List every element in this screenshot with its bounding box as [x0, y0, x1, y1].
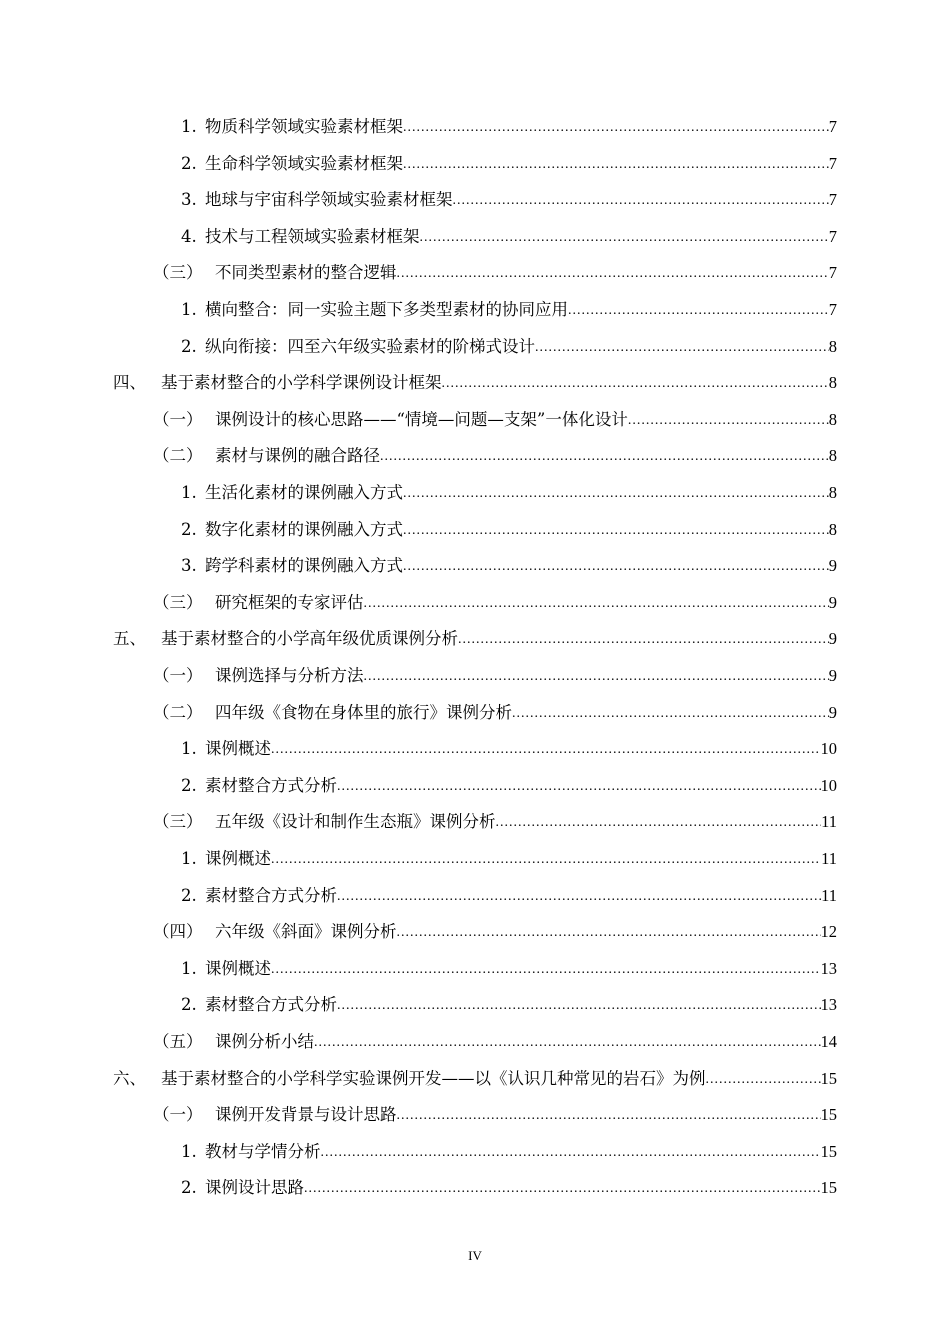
toc-entry-page: 11 — [821, 849, 837, 868]
toc-leader-dots — [403, 522, 829, 541]
toc-entry-page: 15 — [820, 1178, 837, 1198]
toc-leader-dots — [337, 778, 821, 797]
toc-entry-page: 10 — [820, 775, 837, 795]
toc-leader-dots — [420, 229, 829, 248]
toc-entry-title: 课例概述 — [205, 739, 271, 759]
toc-leader-dots — [380, 448, 829, 467]
toc-entry-title: 素材整合方式分析 — [205, 885, 337, 905]
toc-leader-dots — [271, 961, 821, 980]
toc-entry-number: （一） — [153, 1105, 203, 1125]
toc-entry[interactable] — [153, 700, 837, 724]
toc-entry-page: 8 — [828, 446, 837, 466]
toc-entry-title: 课例概述 — [205, 958, 271, 978]
toc-leader-dots — [314, 1034, 821, 1053]
toc-entry-page: 7 — [828, 153, 837, 173]
toc-leader-dots — [403, 119, 829, 138]
toc-entry-page: 13 — [820, 995, 837, 1015]
toc-entry-title: 数字化素材的课例融入方式 — [205, 519, 403, 539]
toc-entry-page: 7 — [828, 117, 837, 136]
toc-entry-page: 8 — [828, 409, 837, 429]
toc-leader-dots — [271, 851, 821, 870]
toc-entry-title: 技术与工程领域实验素材框架 — [205, 226, 420, 246]
toc-entry[interactable] — [153, 919, 837, 943]
toc-entry-number: （二） — [153, 446, 203, 466]
toc-entry[interactable] — [153, 1102, 837, 1126]
toc-entry-title: 基于素材整合的小学科学实验课例开发——以《认识几种常见的岩石》为例 — [161, 1068, 706, 1088]
toc-entry-number: 2. — [181, 885, 197, 905]
toc-entry[interactable] — [181, 883, 837, 907]
toc-entry-page: 7 — [828, 300, 837, 319]
toc-entry[interactable] — [181, 1139, 837, 1163]
toc-entry-title: 横向整合：同一实验主题下多类型素材的协同应用 — [205, 300, 568, 319]
toc-leader-dots — [397, 924, 821, 943]
toc-entry-number: 2. — [181, 1178, 197, 1198]
toc-entry[interactable] — [153, 260, 837, 284]
toc-entry-number: （一） — [153, 666, 203, 685]
toc-leader-dots — [337, 888, 821, 907]
toc-entry[interactable] — [181, 992, 837, 1016]
toc-entry-title: 地球与宇宙科学领域实验素材框架 — [205, 190, 453, 210]
toc-entry-title: 纵向衔接：四至六年级实验素材的阶梯式设计 — [205, 336, 535, 356]
toc-entry-number: 1. — [181, 849, 197, 868]
toc-entry[interactable] — [181, 846, 837, 870]
toc-entry-page: 8 — [828, 373, 837, 393]
toc-entry-number: 1. — [181, 1141, 197, 1161]
toc-entry[interactable] — [153, 1029, 837, 1053]
toc-leader-dots — [512, 705, 829, 724]
toc-entry-page: 11 — [821, 812, 837, 832]
toc-entry[interactable] — [153, 590, 837, 614]
toc-leader-dots — [397, 265, 829, 284]
toc-entry-title: 研究框架的专家评估 — [215, 592, 364, 612]
toc-leader-dots — [403, 485, 829, 504]
toc-entry-number: 2. — [181, 995, 197, 1015]
toc-leader-dots — [397, 1107, 821, 1126]
toc-entry[interactable] — [181, 1175, 837, 1199]
toc-entry[interactable] — [153, 443, 837, 467]
toc-entry-number: （四） — [153, 922, 203, 942]
toc-leader-dots — [304, 1180, 821, 1199]
toc-entry-title: 四年级《食物在身体里的旅行》课例分析 — [215, 702, 512, 722]
toc-entry-number: （五） — [153, 1032, 203, 1051]
toc-entry-title: 课例分析小结 — [215, 1032, 314, 1051]
toc-entry-page: 13 — [820, 958, 837, 978]
toc-entry[interactable] — [113, 370, 837, 394]
toc-entry-page: 15 — [820, 1068, 837, 1088]
toc-entry-page: 9 — [828, 666, 837, 685]
toc-entry[interactable] — [181, 224, 837, 248]
toc-entry-number: 1. — [181, 958, 197, 978]
toc-entry-title: 素材整合方式分析 — [205, 995, 337, 1015]
toc-leader-dots — [535, 339, 829, 358]
toc-entry-number: （三） — [153, 263, 203, 283]
toc-leader-dots — [706, 1071, 821, 1090]
toc-entry-page: 7 — [828, 190, 837, 210]
toc-entry-page: 11 — [821, 885, 837, 905]
toc-entry[interactable] — [181, 773, 837, 797]
toc-entry[interactable] — [181, 151, 837, 175]
toc-entry-title: 不同类型素材的整合逻辑 — [215, 263, 397, 283]
toc-entry[interactable] — [153, 809, 837, 833]
toc-entry-title: 五年级《设计和制作生态瓶》课例分析 — [215, 812, 496, 832]
page-number: IV — [468, 1248, 482, 1263]
toc-entry-page: 12 — [820, 922, 837, 942]
toc-entry-page: 9 — [828, 592, 837, 612]
toc-entry[interactable] — [181, 956, 837, 980]
toc-entry-number: 2. — [181, 336, 197, 356]
toc-entry[interactable] — [181, 297, 837, 321]
toc-entry[interactable] — [181, 480, 837, 504]
toc-entry-number: 1. — [181, 739, 197, 759]
toc-entry-number: 1. — [181, 117, 197, 136]
toc-entry-number: （三） — [153, 592, 203, 612]
toc-entry-page: 7 — [828, 226, 837, 246]
toc-entry[interactable] — [181, 114, 837, 138]
toc-entry[interactable] — [181, 553, 837, 577]
toc-entry-number: 2. — [181, 153, 197, 173]
toc-entry-title: 物质科学领域实验素材框架 — [205, 117, 403, 136]
toc-entry-number: （二） — [153, 702, 203, 722]
toc-entry[interactable] — [113, 1066, 837, 1090]
toc-leader-dots — [458, 631, 829, 650]
toc-entry-title: 素材整合方式分析 — [205, 775, 337, 795]
toc-entry-page: 14 — [820, 1032, 837, 1051]
toc-entry-page: 15 — [820, 1141, 837, 1161]
toc-entry-title: 课例选择与分析方法 — [215, 666, 364, 685]
toc-entry-title: 课例设计思路 — [205, 1178, 304, 1198]
toc-entry[interactable] — [113, 626, 837, 650]
toc-entry-page: 9 — [828, 556, 837, 576]
toc-entry-number: 五、 — [113, 629, 146, 649]
toc-entry-number: 4. — [181, 226, 197, 246]
toc-entry-title: 课例开发背景与设计思路 — [215, 1105, 397, 1125]
toc-entry-page: 8 — [828, 336, 837, 356]
toc-leader-dots — [364, 668, 829, 687]
toc-entry-number: 四、 — [113, 373, 146, 393]
toc-entry-title: 基于素材整合的小学高年级优质课例分析 — [161, 629, 458, 649]
toc-entry-page: 9 — [828, 702, 837, 722]
toc-entry[interactable] — [153, 407, 837, 431]
toc-entry-title: 教材与学情分析 — [205, 1141, 321, 1161]
toc-leader-dots — [271, 741, 821, 760]
toc-entry-title: 素材与课例的融合路径 — [215, 446, 380, 466]
toc-entry-number: 3. — [181, 556, 197, 576]
toc-leader-dots — [453, 192, 829, 211]
toc-leader-dots — [337, 997, 821, 1016]
toc-entry-title: 课例设计的核心思路——“情境—问题—支架”一体化设计 — [215, 409, 628, 429]
toc-entry-title: 六年级《斜面》课例分析 — [215, 922, 397, 942]
toc-entry-title: 基于素材整合的小学科学课例设计框架 — [161, 373, 442, 393]
toc-entry[interactable] — [181, 736, 837, 760]
toc-leader-dots — [568, 302, 829, 321]
toc-entry-number: 3. — [181, 190, 197, 210]
toc-entry-page: 8 — [828, 519, 837, 539]
toc-entry-number: 六、 — [113, 1068, 146, 1088]
toc-entry-number: 2. — [181, 775, 197, 795]
toc-entry-page: 10 — [820, 739, 837, 759]
toc-entry-page: 9 — [828, 629, 837, 649]
toc-entry-number: 1. — [181, 300, 197, 319]
toc-entry-title: 课例概述 — [205, 849, 271, 868]
toc-leader-dots — [364, 595, 829, 614]
toc-leader-dots — [321, 1144, 821, 1163]
toc-leader-dots — [442, 375, 829, 394]
toc-entry[interactable] — [181, 517, 837, 541]
toc-entry[interactable] — [181, 187, 837, 211]
toc-entry[interactable] — [181, 334, 837, 358]
toc-entry[interactable] — [153, 663, 837, 687]
toc-leader-dots — [496, 814, 822, 833]
toc-entry-number: （一） — [153, 409, 203, 429]
toc-entry-title: 生活化素材的课例融入方式 — [205, 483, 403, 502]
toc-entry-number: （三） — [153, 812, 203, 832]
toc-leader-dots — [403, 558, 829, 577]
toc-leader-dots — [403, 156, 829, 175]
toc-entry-number: 1. — [181, 483, 197, 502]
toc-leader-dots — [628, 412, 829, 431]
toc-entry-number: 2. — [181, 519, 197, 539]
toc-entry-page: 15 — [820, 1105, 837, 1125]
toc-entry-page: 8 — [828, 483, 837, 502]
toc-entry-title: 跨学科素材的课例融入方式 — [205, 556, 403, 576]
toc-entry-page: 7 — [828, 263, 837, 283]
toc-entry-title: 生命科学领域实验素材框架 — [205, 153, 403, 173]
